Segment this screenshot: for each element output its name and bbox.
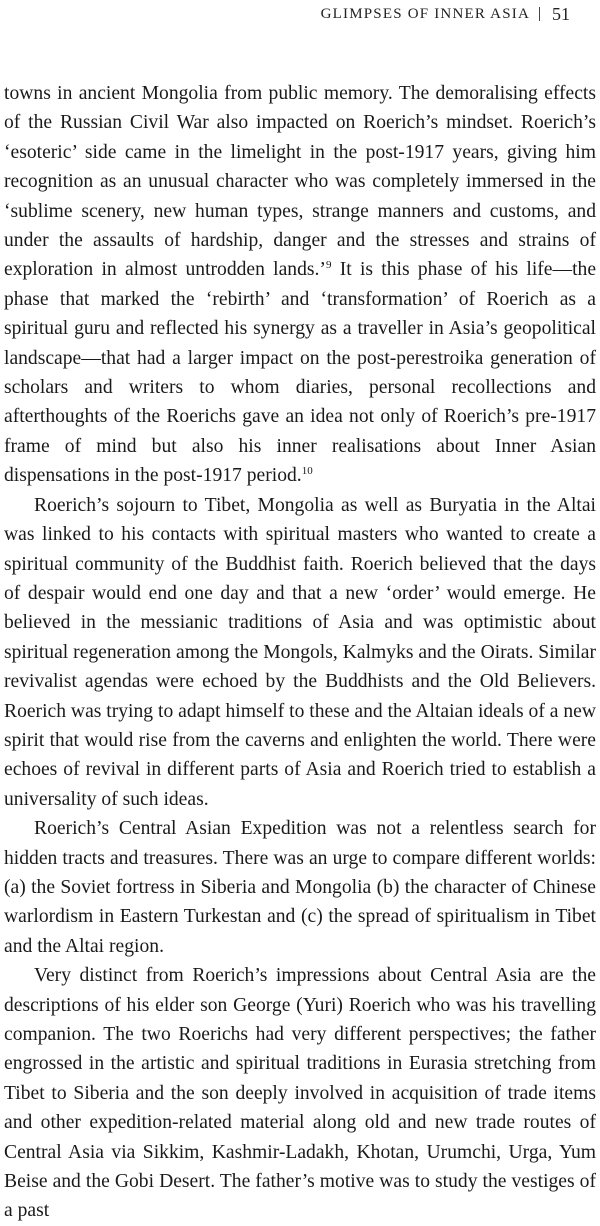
footnote-marker: 9 [325,259,332,272]
body-text [4,79,596,1226]
footnote-marker: 10 [301,465,313,478]
running-title: GLIMPSES OF INNER ASIA [320,5,530,22]
running-head [321,3,570,25]
page-number: 51 [552,3,570,24]
paragraph: Roerich’s sojourn to Tibet, Mongolia as well as Buryatia in the Altai was linked to his contacts with spiritual masters who wanted to create a spiritual community of the Buddhist faith. Roerich believed that the days of despair would end one day and that a new ‘order’ would emerge. He believed in the messianic traditions of Asia and was optimistic about spiritual regeneration among the Mongols, Kalmyks and the Oirats. Similar revivalist agendas were echoed by the Buddhists and the Old Believers. Roerich was trying to adapt himself to these and the Altaian ideals of a new spirit that would rise from the caverns and enlighten the world. There were echoes of revival in different parts of Asia and Roerich tried to establish a universality of such ideas. [4,494,597,810]
paragraph: Very distinct from Roerich’s impressions about Central Asia are the descriptions of his elder son George (Yuri) Roerich who was his travelling companion. The two Roerichs had very different perspectives; the father engrossed in the artistic and spiritual traditions in Eurasia stretching from Tibet to Siberia and the son deeply involved in acquisition of trade items and other expedition-related material along old and new trade routes of Central Asia via Sikkim, Kashmir-Ladakh, Khotan, Urumchi, Urga, Yum Beise and the Gobi Desert. The father’s motive was to study the vestiges of a past [4,965,596,1222]
header-separator [539,7,540,21]
paragraph: Roerich’s Central Asian Expedition was not a relentless search for hidden tracts and treasures. There was an urge to compare different worlds: (a) the Soviet fortress in Siberia and Mongolia (b) the character of Chinese warlordism in Eastern Turkestan and (c) the spread of spiritualism in Tibet and the Altai region. [4,818,596,957]
paragraph: towns in ancient Mongolia from public memory. The demoralising effects of the Russian Civil War also impacted on Roerich’s mindset. Roerich’s ‘esoteric’ side came in the limelight in the post-1917 years, giving him recognition as an unusual character who was completely immersed in the ‘sublime scenery, new human types, strange manners and customs, and under the assaults of hardship, danger and the stresses and strains of exploration in almost untrodden lands.’$^9$ It is this phase of his life—the phase that marked the ‘rebirth’ and ‘transformation’ of Roerich as a spiritual guru and reflected his synergy as a traveller in Asia’s geopolitical landscape—that had a larger impact on the post-perestroika generation of scholars and writers to whom diaries, personal recollections and afterthoughts of the Roerichs gave an idea not only of Roerich’s pre-1917 frame of mind but also his inner realisations about Inner Asian dispensations in the post-1917 period.$^{10}$ [4,83,597,487]
